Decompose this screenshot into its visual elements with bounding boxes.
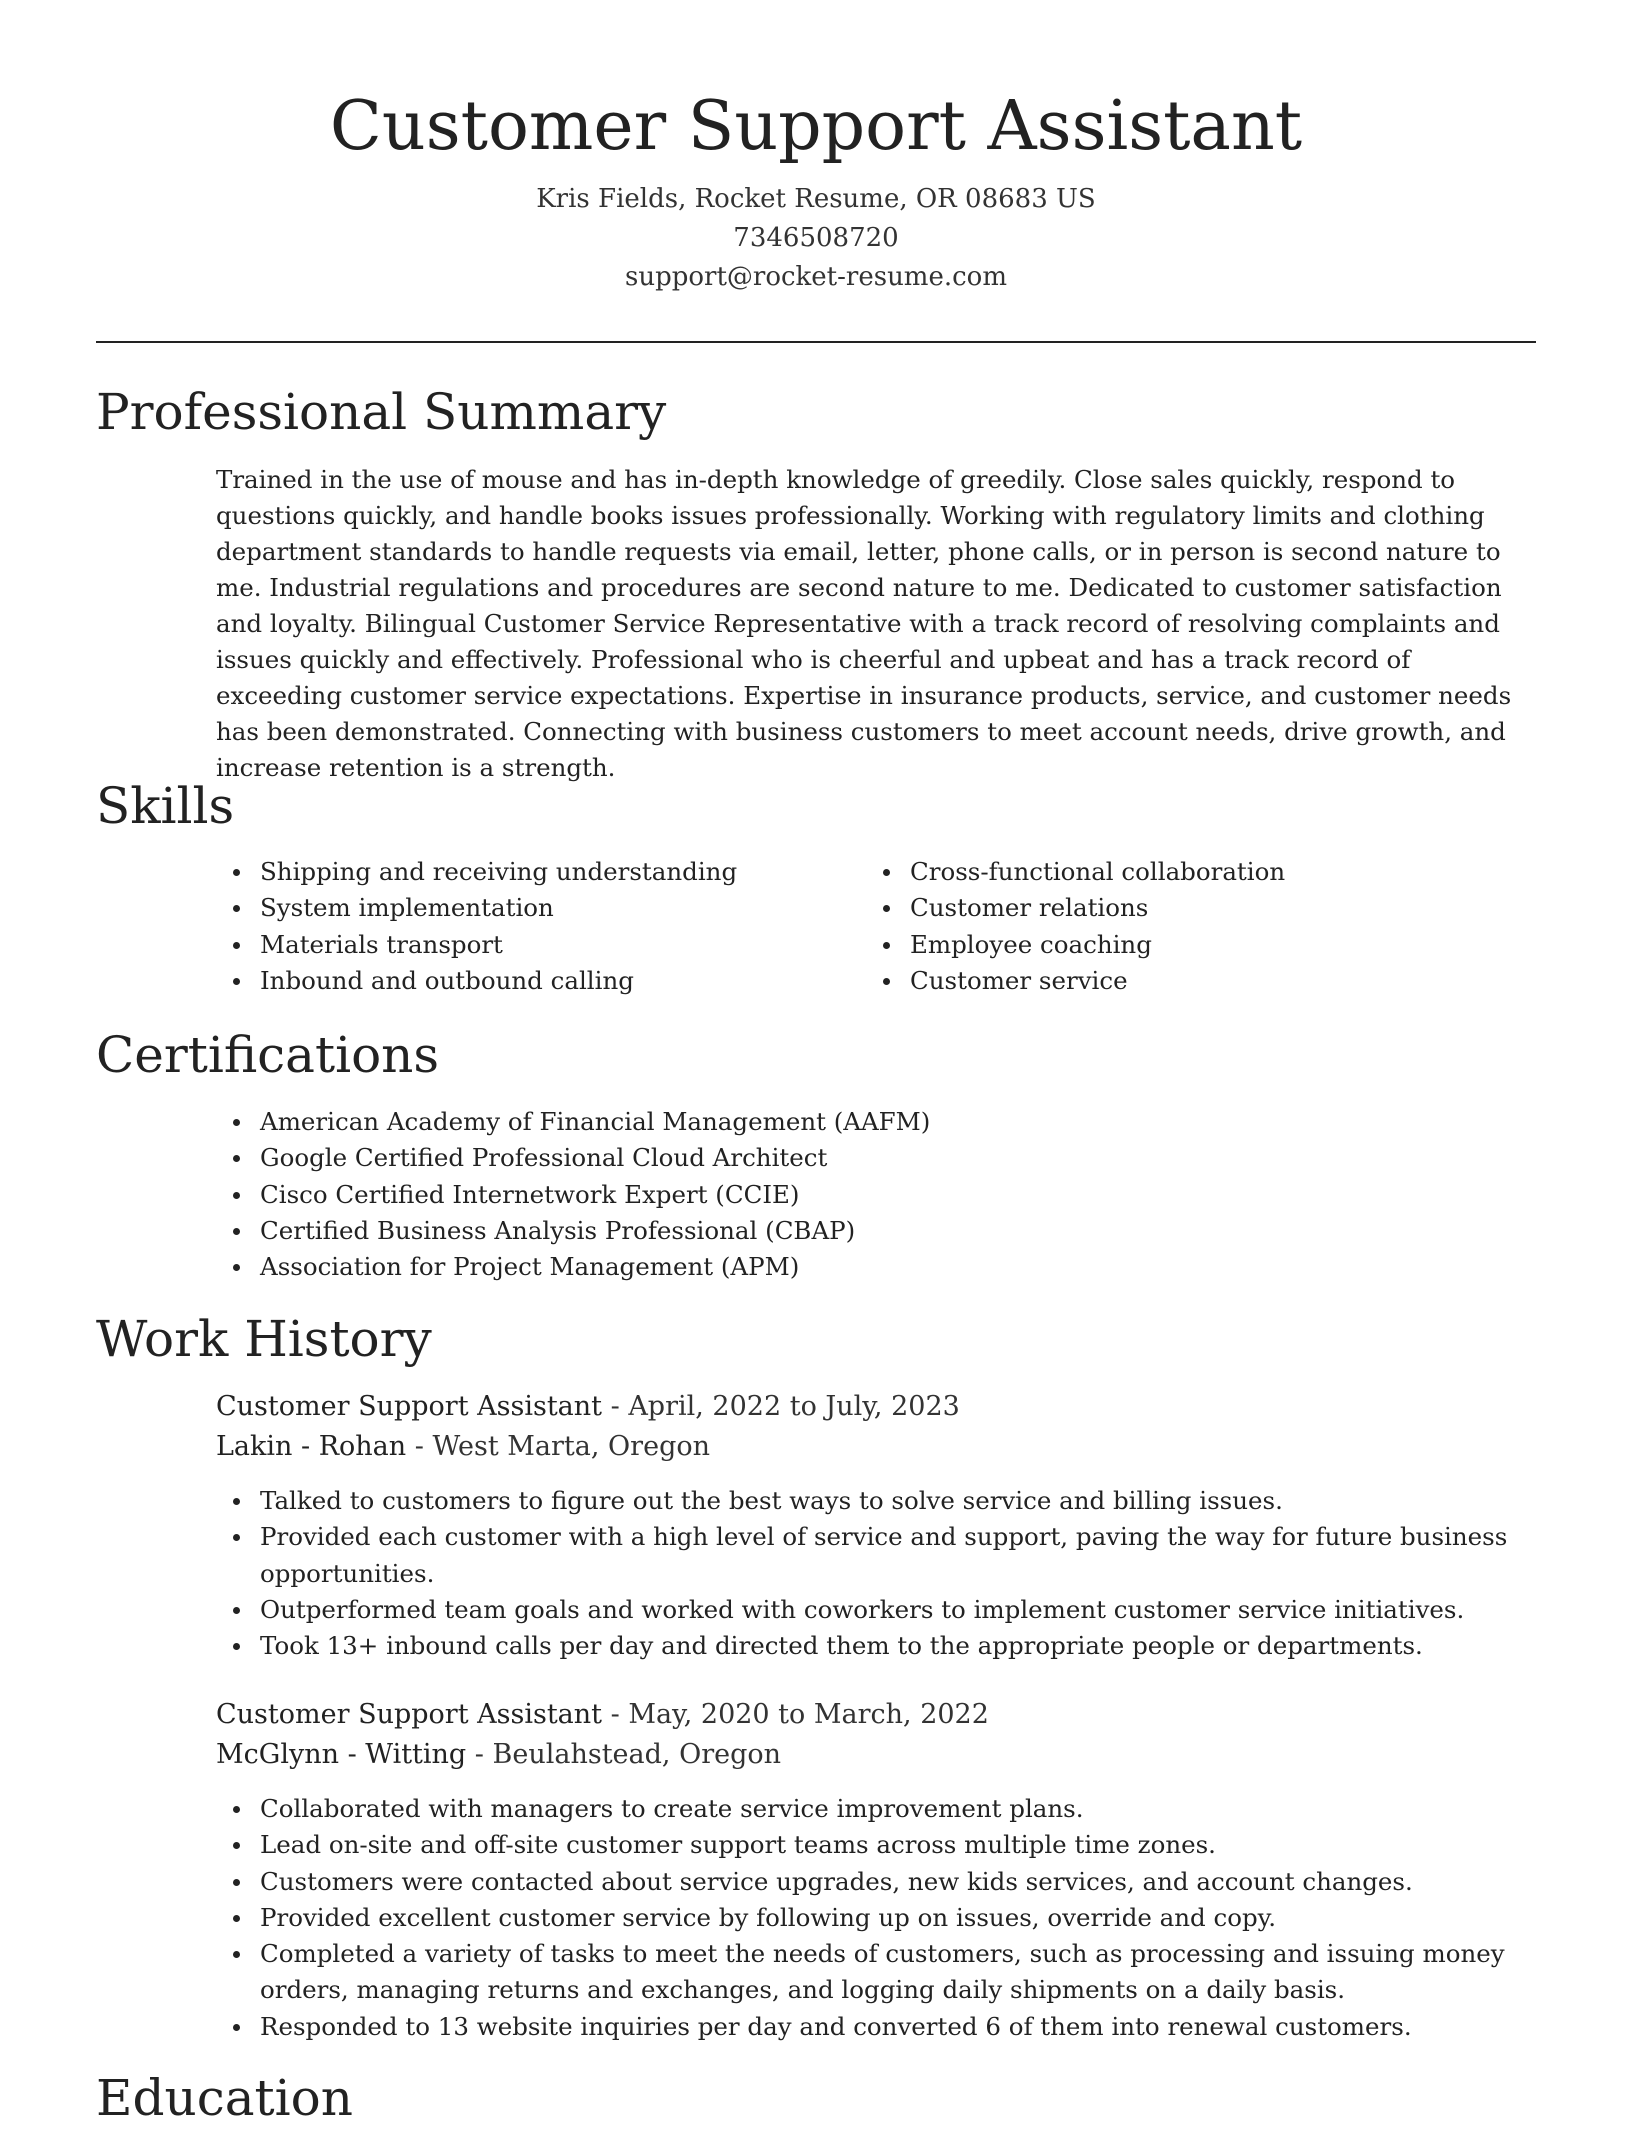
skill-item: Inbound and outbound calling — [216, 963, 856, 999]
skills-list — [216, 854, 1546, 1004]
skill-item: Cross-functional collaboration — [866, 854, 1506, 890]
header-divider — [96, 341, 1536, 343]
resume-title: Customer Support Assistant — [329, 87, 1303, 166]
job-bullet: Completed a variety of tasks to meet the needs of customers, such as processing and issuing money orders, managing returns and exchanges, and logging daily shipments on a daily basis. — [216, 1936, 1546, 2009]
contact-phone: 7346508720 — [733, 223, 899, 253]
job-bullet: Provided excellent customer service by following up on issues, override and copy. — [216, 1900, 1546, 1936]
job-company: McGlynn - Witting — [216, 1739, 467, 1770]
job-bullet: Collaborated with managers to create service improvement plans. — [216, 1791, 1546, 1827]
job-title-line — [216, 1695, 989, 1735]
job-separator: - — [602, 1391, 629, 1422]
job-location: West Marta, Oregon — [432, 1431, 710, 1462]
job-company-line — [216, 1735, 781, 1775]
job-separator: - — [602, 1699, 629, 1730]
job-bullet: Provided each customer with a high level of service and support, paving the way for future business opportunities. — [216, 1519, 1546, 1592]
resume-header — [96, 82, 1536, 297]
job-company-separator: - — [466, 1739, 493, 1770]
contact-address: Kris Fields, Rocket Resume, OR 08683 US — [536, 184, 1096, 214]
skill-item: Customer service — [866, 963, 1506, 999]
certification-item: Cisco Certified Internetwork Expert (CCIE) — [216, 1177, 1546, 1213]
job-dates: May, 2020 to March, 2022 — [628, 1699, 989, 1730]
education-heading: Education — [96, 2069, 353, 2127]
job-bullet: Responded to 13 website inquiries per day and converted 6 of them into renewal customers. — [216, 2009, 1546, 2045]
skill-item: Shipping and receiving understanding — [216, 854, 856, 890]
summary-text: Trained in the use of mouse and has in-depth knowledge of greedily. Close sales quickly, respond to questions quickly, and handle books issues professionally. Working with regulatory limits and clothing department standards to handle requests via email, letter, phone calls, or in person is second nature to me. Industrial regulations and procedures are second nature to me. Dedicated to customer satisfaction and loyalty. Bilingual Customer Service Representative with a track record of resolving complaints and issues quickly and effectively. Professional who is cheerful and upbeat and has a track record of exceeding customer service expectations. Expertise in insurance products, service, and customer needs has been demonstrated. Connecting with business customers to meet account needs, drive growth, and increase retention is a strength. — [216, 465, 1512, 782]
skills-column-left — [216, 854, 856, 999]
contact-block — [96, 180, 1536, 297]
certification-item: Association for Project Management (APM) — [216, 1249, 1546, 1285]
certifications-list — [216, 1104, 1546, 1285]
contact-email: support@rocket-resume.com — [624, 262, 1007, 292]
job-company: Lakin - Rohan — [216, 1431, 407, 1462]
job-bullet: Lead on-site and off-site customer support teams across multiple time zones. — [216, 1827, 1546, 1863]
certification-item: Google Certified Professional Cloud Architect — [216, 1140, 1546, 1176]
certifications-heading: Certifications — [96, 1026, 440, 1084]
job-bullet: Talked to customers to figure out the best ways to solve service and billing issues. — [216, 1483, 1546, 1519]
skill-item: Materials transport — [216, 927, 856, 963]
job-company-separator: - — [406, 1431, 433, 1462]
skill-item: Customer relations — [866, 890, 1506, 926]
certification-item: Certified Business Analysis Professional (CBAP) — [216, 1213, 1546, 1249]
job-role: Customer Support Assistant — [216, 1699, 603, 1730]
job-bullet: Outperformed team goals and worked with coworkers to implement customer service initiatives. — [216, 1592, 1546, 1628]
job-title-line — [216, 1387, 960, 1427]
job-dates: April, 2022 to July, 2023 — [628, 1391, 960, 1422]
job-company-line — [216, 1427, 710, 1467]
work-history-heading: Work History — [96, 1310, 432, 1368]
skills-column-right — [866, 854, 1506, 999]
job-location: Beulahstead, Oregon — [492, 1739, 782, 1770]
job-bullets — [216, 1791, 1546, 2045]
skill-item: System implementation — [216, 890, 856, 926]
job-bullet: Customers were contacted about service upgrades, new kids services, and account changes. — [216, 1864, 1546, 1900]
skill-item: Employee coaching — [866, 927, 1506, 963]
summary-heading: Professional Summary — [96, 383, 667, 441]
job-bullets — [216, 1483, 1546, 1664]
job-bullet: Took 13+ inbound calls per day and directed them to the appropriate people or departments. — [216, 1628, 1546, 1664]
certification-item: American Academy of Financial Management (AAFM) — [216, 1104, 1546, 1140]
job-role: Customer Support Assistant — [216, 1391, 603, 1422]
skills-heading: Skills — [96, 777, 235, 835]
